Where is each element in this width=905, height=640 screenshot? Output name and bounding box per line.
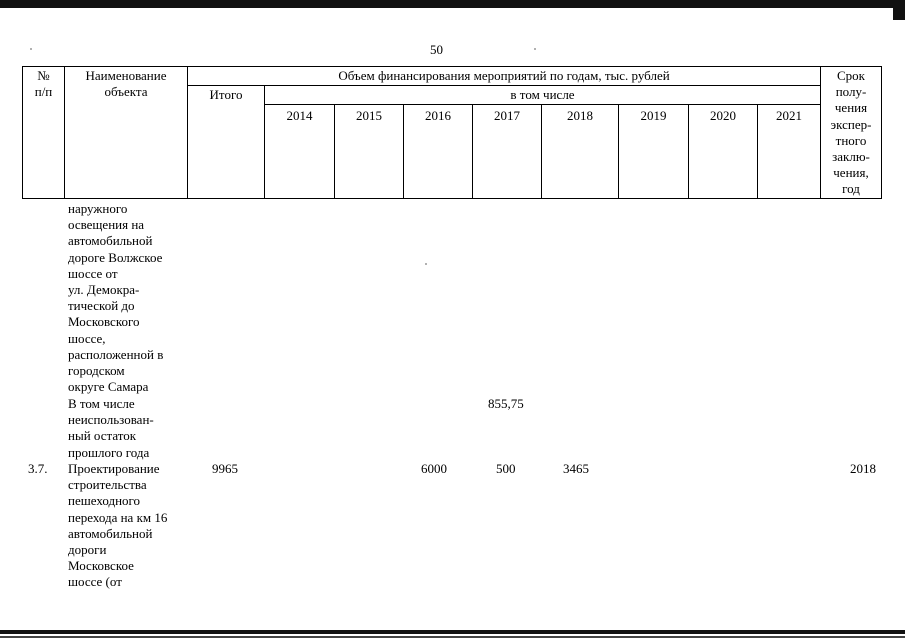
scan-speck [534, 48, 536, 50]
row-2-value-2017: 855,75 [488, 396, 524, 411]
scan-speck [425, 263, 427, 265]
row-3-name: Проектирование строительства пешеходного перехода на км 16 автомобильной дороги Московское шоссе (от [68, 461, 168, 590]
header-year-2021: 2021 [776, 108, 802, 123]
header-year-2017: 2017 [494, 108, 520, 123]
header-name-label: Наименование объекта [85, 68, 167, 99]
header-year-2019: 2019 [640, 108, 667, 123]
scan-border-bottom-shadow [0, 636, 905, 638]
header-year-2014: 2014 [286, 108, 313, 123]
header-year-2018: 2018 [567, 108, 593, 123]
row-1-name: наружного освещения на автомобильной дороге Волжское шоссе от ул. Демокра- тической до Московского шоссе, расположенной в городском округе Самара [68, 201, 164, 395]
row-3-value-2018: 3465 [563, 461, 589, 476]
scan-border-bottom [0, 630, 905, 634]
header-year-2016: 2016 [425, 108, 451, 123]
row-3-total: 9965 [212, 461, 238, 476]
header-term-label: Срок полу- чения экспер- тного заклю- чения, год [830, 68, 872, 197]
row-3-value-2016: 6000 [421, 461, 447, 476]
header-year-2015: 2015 [356, 108, 382, 123]
header-no-label: № п/п [34, 68, 53, 99]
scan-border-top [0, 0, 905, 8]
scan-speck [30, 48, 32, 50]
row-3-value-2017: 500 [496, 461, 516, 476]
header-including-label: в том числе [510, 87, 575, 102]
row-3-no: 3.7. [28, 461, 48, 476]
page-number: 50 [430, 42, 443, 57]
row-2-name: В том числе неиспользован- ный остаток прошлого года [68, 396, 154, 460]
row-3-term: 2018 [850, 461, 876, 476]
header-year-2020: 2020 [710, 108, 736, 123]
header-funding-label: Объем финансирования мероприятий по годам, тыс. рублей [338, 68, 670, 83]
scan-border-corner [893, 0, 905, 20]
header-total-label: Итого [209, 87, 243, 102]
